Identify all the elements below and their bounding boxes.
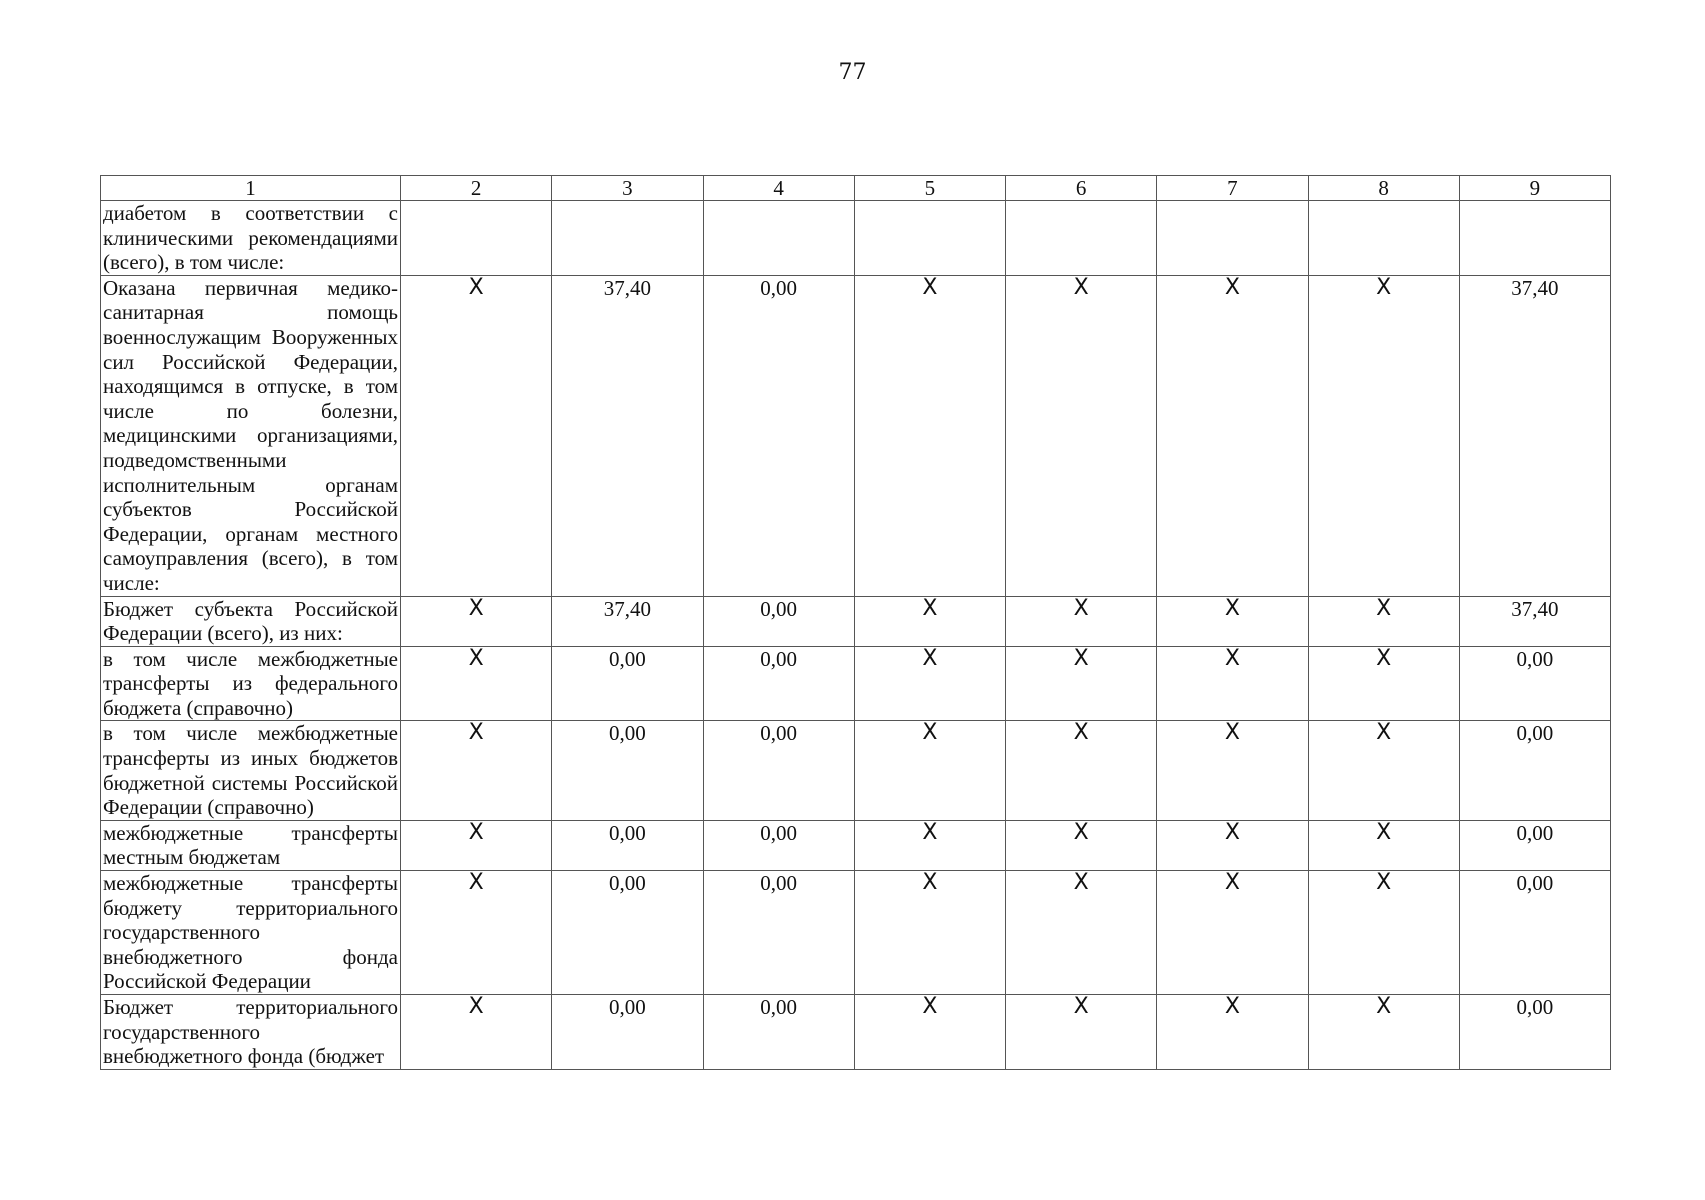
table-cell-col-9: 0,00 [1459, 995, 1610, 1070]
column-number-7: 7 [1157, 176, 1308, 201]
table-cell-col-8 [1308, 201, 1459, 276]
row-description: межбюджетные трансферты местным бюджетам [101, 820, 401, 870]
table-cell-col-3: 0,00 [552, 995, 703, 1070]
table-row [101, 721, 1611, 820]
column-number-8: 8 [1308, 176, 1459, 201]
table-cell-col-7: X [1157, 646, 1308, 721]
table-cell-col-6: X [1006, 995, 1157, 1070]
table-cell-col-8: X [1308, 275, 1459, 596]
table-cell-col-4: 0,00 [703, 721, 854, 820]
table-cell-col-9: 0,00 [1459, 721, 1610, 820]
table-cell-col-4 [703, 201, 854, 276]
table-header-row [101, 176, 1611, 201]
table-cell-col-4: 0,00 [703, 646, 854, 721]
table-cell-col-2: X [401, 275, 552, 596]
table-cell-col-2: X [401, 596, 552, 646]
table-cell-col-8: X [1308, 721, 1459, 820]
table-cell-col-4: 0,00 [703, 820, 854, 870]
row-description: Бюджет территориального государственного внебюджетного фонда (бюджет [101, 995, 401, 1070]
table-cell-col-9: 37,40 [1459, 275, 1610, 596]
table-cell-col-5: X [854, 275, 1005, 596]
table-cell-col-9: 0,00 [1459, 820, 1610, 870]
table-cell-col-2: X [401, 646, 552, 721]
column-number-9: 9 [1459, 176, 1610, 201]
table-cell-col-4: 0,00 [703, 596, 854, 646]
table-cell-col-2: X [401, 995, 552, 1070]
table-cell-col-8: X [1308, 871, 1459, 995]
table-cell-col-6: X [1006, 596, 1157, 646]
table-cell-col-5: X [854, 646, 1005, 721]
table-row [101, 275, 1611, 596]
table-body [101, 176, 1611, 1070]
table-row [101, 995, 1611, 1070]
table-cell-col-6: X [1006, 646, 1157, 721]
table-cell-col-8: X [1308, 820, 1459, 870]
table-cell-col-2: X [401, 820, 552, 870]
row-description: в том числе межбюджетные трансферты из федерального бюджета (справочно) [101, 646, 401, 721]
table-row [101, 646, 1611, 721]
table-cell-col-6: X [1006, 275, 1157, 596]
table-cell-col-6: X [1006, 871, 1157, 995]
column-number-2: 2 [401, 176, 552, 201]
table-cell-col-5: X [854, 995, 1005, 1070]
table-row [101, 596, 1611, 646]
table-cell-col-3: 0,00 [552, 871, 703, 995]
table-cell-col-6 [1006, 201, 1157, 276]
table-cell-col-7: X [1157, 820, 1308, 870]
table-cell-col-5 [854, 201, 1005, 276]
table-cell-col-3: 0,00 [552, 721, 703, 820]
table-cell-col-3: 0,00 [552, 646, 703, 721]
row-description: в том числе межбюджетные трансферты из иных бюджетов бюджетной системы Российской Федерации (справочно) [101, 721, 401, 820]
table-cell-col-2: X [401, 721, 552, 820]
column-number-4: 4 [703, 176, 854, 201]
row-description: диабетом в соответствии с клиническими рекомендациями (всего), в том числе: [101, 201, 401, 276]
table-cell-col-7: X [1157, 871, 1308, 995]
table-cell-col-7: X [1157, 275, 1308, 596]
table-cell-col-2 [401, 201, 552, 276]
table-cell-col-7: X [1157, 596, 1308, 646]
table-row [101, 820, 1611, 870]
table-row [101, 201, 1611, 276]
row-description: межбюджетные трансферты бюджету территориального государственного внебюджетного фонда Российской Федерации [101, 871, 401, 995]
table-cell-col-9 [1459, 201, 1610, 276]
table-cell-col-4: 0,00 [703, 275, 854, 596]
table-cell-col-6: X [1006, 820, 1157, 870]
row-description: Бюджет субъекта Российской Федерации (всего), из них: [101, 596, 401, 646]
page-number: 77 [838, 60, 867, 85]
table-cell-col-9: 0,00 [1459, 871, 1610, 995]
table-cell-col-4: 0,00 [703, 871, 854, 995]
table-cell-col-3: 37,40 [552, 275, 703, 596]
table-cell-col-7 [1157, 201, 1308, 276]
table-cell-col-8: X [1308, 596, 1459, 646]
table-cell-col-9: 37,40 [1459, 596, 1610, 646]
table-cell-col-9: 0,00 [1459, 646, 1610, 721]
column-number-6: 6 [1006, 176, 1157, 201]
row-description: Оказана первичная медико-санитарная помощь военнослужащим Вооруженных сил Российской Федерации, находящимся в отпуске, в том числе по болезни, медицинскими организациями, подведомственными исполнительным органам субъектов Российской Федерации, органам местного самоуправления (всего), в том числе: [101, 275, 401, 596]
budget-table [100, 175, 1611, 1070]
column-number-1: 1 [101, 176, 401, 201]
table-cell-col-3 [552, 201, 703, 276]
table-cell-col-8: X [1308, 995, 1459, 1070]
table-cell-col-5: X [854, 820, 1005, 870]
table-cell-col-3: 37,40 [552, 596, 703, 646]
table-cell-col-7: X [1157, 721, 1308, 820]
table-cell-col-2: X [401, 871, 552, 995]
table-cell-col-4: 0,00 [703, 995, 854, 1070]
column-number-3: 3 [552, 176, 703, 201]
column-number-5: 5 [854, 176, 1005, 201]
table-cell-col-5: X [854, 871, 1005, 995]
table-cell-col-8: X [1308, 646, 1459, 721]
table-cell-col-3: 0,00 [552, 820, 703, 870]
table-cell-col-7: X [1157, 995, 1308, 1070]
table-cell-col-6: X [1006, 721, 1157, 820]
table-cell-col-5: X [854, 596, 1005, 646]
table-row [101, 871, 1611, 995]
table-cell-col-5: X [854, 721, 1005, 820]
